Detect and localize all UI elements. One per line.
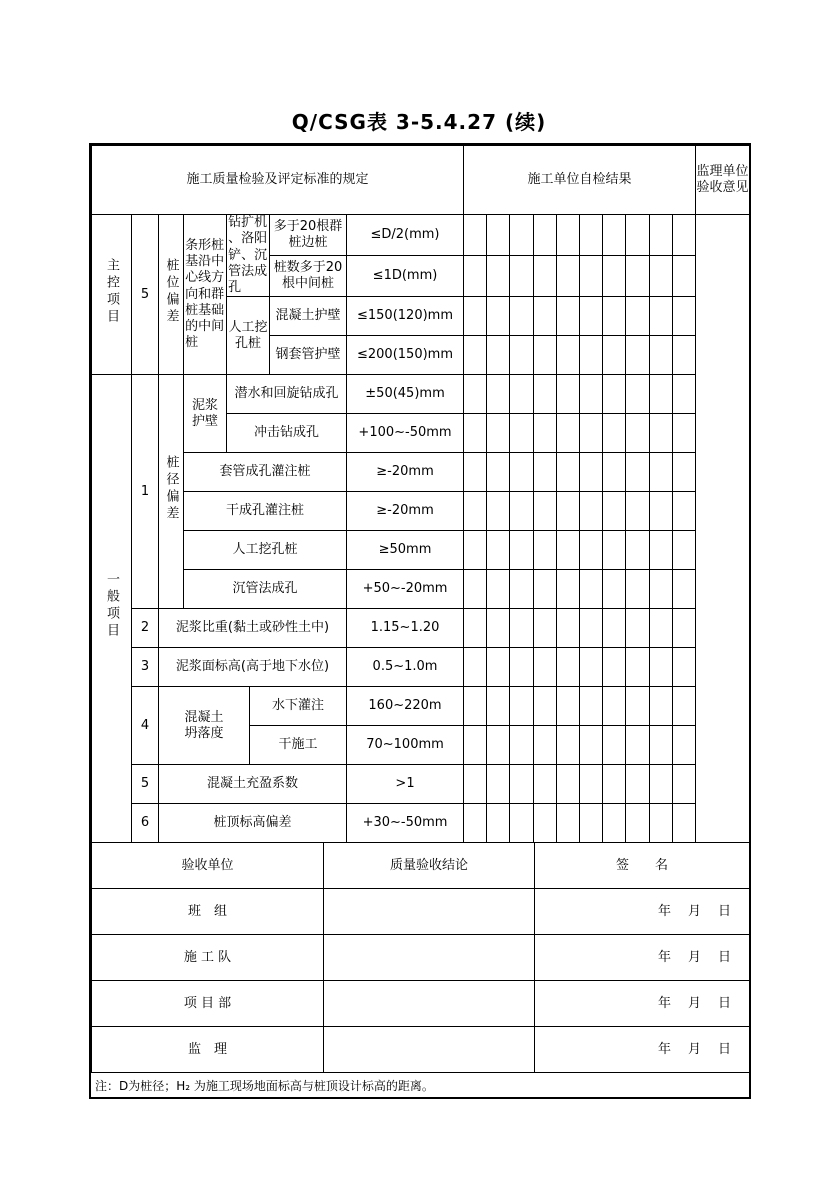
self-check-cell[interactable] <box>556 648 579 687</box>
self-check-cell[interactable] <box>487 492 510 531</box>
self-check-cell[interactable] <box>487 648 510 687</box>
self-check-cell[interactable] <box>649 531 672 570</box>
tolerance-value: ≤150(120)mm <box>347 297 464 336</box>
header-supervisor: 监理单位验收意见 <box>695 146 749 215</box>
self-check-cell[interactable] <box>556 256 579 297</box>
self-check-cell[interactable] <box>626 804 649 843</box>
method-manual-dig: 人工挖孔桩 <box>227 297 270 375</box>
criteria-table <box>91 145 750 843</box>
self-check-cell[interactable] <box>603 297 626 336</box>
item-label: 钢套管护壁 <box>270 336 347 375</box>
self-check-cell[interactable] <box>672 492 695 531</box>
tolerance-value: ≤200(150)mm <box>347 336 464 375</box>
row-number: 5 <box>132 765 159 804</box>
self-check-cell[interactable] <box>510 765 533 804</box>
self-check-cell[interactable] <box>533 726 556 765</box>
self-check-cell[interactable] <box>649 215 672 256</box>
self-check-cell[interactable] <box>533 648 556 687</box>
self-check-cell[interactable] <box>626 531 649 570</box>
self-check-cell[interactable] <box>464 531 487 570</box>
self-check-cell[interactable] <box>603 609 626 648</box>
slump-label: 混凝土坍落度 <box>159 687 250 765</box>
self-check-cell[interactable] <box>672 453 695 492</box>
self-check-cell[interactable] <box>626 648 649 687</box>
supervisor-opinion-cell[interactable] <box>695 215 749 843</box>
item-label: 冲击钻成孔 <box>227 414 347 453</box>
category-pile-position: 桩位偏差 <box>159 215 184 375</box>
self-check-cell[interactable] <box>672 804 695 843</box>
self-check-cell[interactable] <box>626 726 649 765</box>
self-check-cell[interactable] <box>672 215 695 256</box>
self-check-cell[interactable] <box>533 687 556 726</box>
self-check-cell[interactable] <box>533 375 556 414</box>
item-label: 混凝土充盈系数 <box>159 765 347 804</box>
self-check-cell[interactable] <box>603 570 626 609</box>
self-check-cell[interactable] <box>649 726 672 765</box>
self-check-cell[interactable] <box>510 804 533 843</box>
self-check-cell[interactable] <box>626 492 649 531</box>
self-check-cell[interactable] <box>556 492 579 531</box>
item-label: 混凝土护壁 <box>270 297 347 336</box>
self-check-cell[interactable] <box>533 765 556 804</box>
item-label: 沉管法成孔 <box>184 570 347 609</box>
tolerance-value: 160~220m <box>347 687 464 726</box>
self-check-cell[interactable] <box>464 414 487 453</box>
self-check-cell[interactable] <box>487 765 510 804</box>
self-check-cell[interactable] <box>579 609 602 648</box>
self-check-cell[interactable] <box>533 453 556 492</box>
self-check-cell[interactable] <box>464 687 487 726</box>
self-check-cell[interactable] <box>556 215 579 256</box>
self-check-cell[interactable] <box>464 609 487 648</box>
item-label: 潜水和回旋钻成孔 <box>227 375 347 414</box>
self-check-cell[interactable] <box>579 765 602 804</box>
self-check-cell[interactable] <box>626 375 649 414</box>
self-check-cell[interactable] <box>510 570 533 609</box>
tolerance-value: >1 <box>347 765 464 804</box>
self-check-cell[interactable] <box>533 609 556 648</box>
self-check-cell[interactable] <box>556 687 579 726</box>
self-check-cell[interactable] <box>510 297 533 336</box>
conclusion-cell[interactable] <box>324 981 535 1027</box>
self-check-cell[interactable] <box>556 609 579 648</box>
self-check-cell[interactable] <box>464 804 487 843</box>
self-check-cell[interactable] <box>672 414 695 453</box>
tolerance-value: +100~-50mm <box>347 414 464 453</box>
self-check-cell[interactable] <box>510 492 533 531</box>
self-check-cell[interactable] <box>487 215 510 256</box>
self-check-cell[interactable] <box>556 570 579 609</box>
self-check-cell[interactable] <box>672 297 695 336</box>
self-check-cell[interactable] <box>603 531 626 570</box>
self-check-cell[interactable] <box>649 375 672 414</box>
self-check-cell[interactable] <box>603 726 626 765</box>
self-check-cell[interactable] <box>672 336 695 375</box>
self-check-cell[interactable] <box>464 336 487 375</box>
self-check-cell[interactable] <box>672 687 695 726</box>
self-check-cell[interactable] <box>649 765 672 804</box>
self-check-cell[interactable] <box>533 414 556 453</box>
self-check-cell[interactable] <box>510 453 533 492</box>
row-number: 5 <box>132 215 159 375</box>
self-check-cell[interactable] <box>533 297 556 336</box>
tolerance-value: 1.15~1.20 <box>347 609 464 648</box>
self-check-cell[interactable] <box>649 256 672 297</box>
self-check-cell[interactable] <box>579 414 602 453</box>
method-drill: 钻扩机、洛阳铲、沉管法成孔 <box>227 215 270 297</box>
self-check-cell[interactable] <box>556 297 579 336</box>
category-pile-diameter: 桩径偏差 <box>159 375 184 609</box>
item-label: 人工挖孔桩 <box>184 531 347 570</box>
self-check-cell[interactable] <box>579 570 602 609</box>
self-check-cell[interactable] <box>603 215 626 256</box>
self-check-cell[interactable] <box>626 765 649 804</box>
self-check-cell[interactable] <box>556 336 579 375</box>
self-check-cell[interactable] <box>603 687 626 726</box>
self-check-cell[interactable] <box>464 256 487 297</box>
self-check-cell[interactable] <box>464 453 487 492</box>
group-main-control: 主控项目 <box>92 215 132 375</box>
self-check-cell[interactable] <box>533 570 556 609</box>
self-check-cell[interactable] <box>579 687 602 726</box>
self-check-cell[interactable] <box>487 414 510 453</box>
tolerance-value: ≥-20mm <box>347 453 464 492</box>
acceptance-table <box>91 843 750 1073</box>
item-label: 泥浆面标高(高于地下水位) <box>159 648 347 687</box>
self-check-cell[interactable] <box>579 375 602 414</box>
self-check-cell[interactable] <box>579 297 602 336</box>
tolerance-value: +30~-50mm <box>347 804 464 843</box>
self-check-cell[interactable] <box>579 453 602 492</box>
self-check-cell[interactable] <box>649 804 672 843</box>
self-check-cell[interactable] <box>464 375 487 414</box>
self-check-cell[interactable] <box>464 648 487 687</box>
self-check-cell[interactable] <box>626 256 649 297</box>
unit-project-dept: 项 目 部 <box>92 981 324 1027</box>
item-label: 泥浆比重(黏土或砂性土中) <box>159 609 347 648</box>
acceptance-conclusion-header: 质量验收结论 <box>324 843 535 889</box>
self-check-cell[interactable] <box>556 375 579 414</box>
self-check-cell[interactable] <box>649 297 672 336</box>
self-check-cell[interactable] <box>626 336 649 375</box>
self-check-cell[interactable] <box>649 492 672 531</box>
item-label: 水下灌注 <box>250 687 347 726</box>
self-check-cell[interactable] <box>603 804 626 843</box>
sign-date-cell[interactable]: 年 月 日 <box>535 889 750 935</box>
self-check-cell[interactable] <box>649 609 672 648</box>
row-number: 2 <box>132 609 159 648</box>
self-check-cell[interactable] <box>579 648 602 687</box>
self-check-cell[interactable] <box>464 215 487 256</box>
item-label: 桩顶标高偏差 <box>159 804 347 843</box>
unit-team: 班 组 <box>92 889 324 935</box>
conclusion-cell[interactable] <box>324 1027 535 1073</box>
self-check-cell[interactable] <box>487 531 510 570</box>
self-check-cell[interactable] <box>510 687 533 726</box>
self-check-cell[interactable] <box>649 648 672 687</box>
self-check-cell[interactable] <box>603 453 626 492</box>
self-check-cell[interactable] <box>626 414 649 453</box>
self-check-cell[interactable] <box>464 297 487 336</box>
self-check-cell[interactable] <box>533 804 556 843</box>
item-label: 桩数多于20根中间桩 <box>270 256 347 297</box>
page-title: Q/CSG表 3-5.4.27 (续) <box>291 110 547 134</box>
sign-date-cell[interactable]: 年 月 日 <box>535 935 750 981</box>
self-check-cell[interactable] <box>487 804 510 843</box>
item-label: 多于20根群桩边桩 <box>270 215 347 256</box>
inspection-form-table <box>89 143 751 1099</box>
self-check-cell[interactable] <box>579 215 602 256</box>
self-check-cell[interactable] <box>487 256 510 297</box>
header-spec: 施工质量检验及评定标准的规定 <box>92 146 464 215</box>
self-check-cell[interactable] <box>672 648 695 687</box>
item-label: 套管成孔灌注桩 <box>184 453 347 492</box>
self-check-cell[interactable] <box>626 570 649 609</box>
self-check-cell[interactable] <box>533 336 556 375</box>
self-check-cell[interactable] <box>579 492 602 531</box>
self-check-cell[interactable] <box>579 804 602 843</box>
acceptance-sign-header: 签 名 <box>535 843 750 889</box>
row-number: 6 <box>132 804 159 843</box>
self-check-cell[interactable] <box>579 256 602 297</box>
self-check-cell[interactable] <box>603 492 626 531</box>
scope-label: 条形桩基沿中心线方向和群桩基础的中间桩 <box>184 215 227 375</box>
self-check-cell[interactable] <box>556 531 579 570</box>
tolerance-value: ≤D/2(mm) <box>347 215 464 256</box>
self-check-cell[interactable] <box>626 609 649 648</box>
self-check-cell[interactable] <box>487 375 510 414</box>
self-check-cell[interactable] <box>464 492 487 531</box>
tolerance-value: +50~-20mm <box>347 570 464 609</box>
tolerance-value: 0.5~1.0m <box>347 648 464 687</box>
self-check-cell[interactable] <box>556 804 579 843</box>
self-check-cell[interactable] <box>464 765 487 804</box>
self-check-cell[interactable] <box>487 609 510 648</box>
unit-supervisor: 监 理 <box>92 1027 324 1073</box>
self-check-cell[interactable] <box>649 453 672 492</box>
self-check-cell[interactable] <box>603 375 626 414</box>
self-check-cell[interactable] <box>533 215 556 256</box>
tolerance-value: ≤1D(mm) <box>347 256 464 297</box>
self-check-cell[interactable] <box>672 570 695 609</box>
self-check-cell[interactable] <box>556 414 579 453</box>
self-check-cell[interactable] <box>510 215 533 256</box>
self-check-cell[interactable] <box>672 256 695 297</box>
self-check-cell[interactable] <box>672 531 695 570</box>
self-check-cell[interactable] <box>672 375 695 414</box>
self-check-cell[interactable] <box>510 531 533 570</box>
self-check-cell[interactable] <box>510 726 533 765</box>
self-check-cell[interactable] <box>603 648 626 687</box>
self-check-cell[interactable] <box>626 687 649 726</box>
tolerance-value: ±50(45)mm <box>347 375 464 414</box>
self-check-cell[interactable] <box>649 687 672 726</box>
unit-construction-crew: 施 工 队 <box>92 935 324 981</box>
self-check-cell[interactable] <box>579 336 602 375</box>
self-check-cell[interactable] <box>672 609 695 648</box>
self-check-cell[interactable] <box>487 453 510 492</box>
footnote: 注：D为桩径；H₂ 为施工现场地面标高与桩顶设计标高的距离。 <box>95 1079 434 1094</box>
tolerance-value: 70~100mm <box>347 726 464 765</box>
tolerance-value: ≥-20mm <box>347 492 464 531</box>
self-check-cell[interactable] <box>556 765 579 804</box>
self-check-cell[interactable] <box>626 297 649 336</box>
acceptance-unit-header: 验收单位 <box>92 843 324 889</box>
self-check-cell[interactable] <box>649 570 672 609</box>
item-label: 干成孔灌注桩 <box>184 492 347 531</box>
mud-wall-label: 泥浆护壁 <box>184 375 227 453</box>
self-check-cell[interactable] <box>487 336 510 375</box>
row-number: 1 <box>132 375 159 609</box>
self-check-cell[interactable] <box>533 492 556 531</box>
self-check-cell[interactable] <box>556 453 579 492</box>
self-check-cell[interactable] <box>464 570 487 609</box>
self-check-cell[interactable] <box>487 687 510 726</box>
self-check-cell[interactable] <box>603 256 626 297</box>
self-check-cell[interactable] <box>510 648 533 687</box>
self-check-cell[interactable] <box>510 256 533 297</box>
self-check-cell[interactable] <box>603 414 626 453</box>
self-check-cell[interactable] <box>649 336 672 375</box>
self-check-cell[interactable] <box>487 726 510 765</box>
self-check-cell[interactable] <box>510 414 533 453</box>
group-general: 一般项目 <box>92 375 132 843</box>
self-check-cell[interactable] <box>603 765 626 804</box>
self-check-cell[interactable] <box>556 726 579 765</box>
self-check-cell[interactable] <box>533 531 556 570</box>
item-label: 干施工 <box>250 726 347 765</box>
self-check-cell[interactable] <box>626 215 649 256</box>
self-check-cell[interactable] <box>649 414 672 453</box>
self-check-cell[interactable] <box>464 726 487 765</box>
row-number: 4 <box>132 687 159 765</box>
conclusion-cell[interactable] <box>324 935 535 981</box>
self-check-cell[interactable] <box>487 570 510 609</box>
self-check-cell[interactable] <box>579 531 602 570</box>
self-check-cell[interactable] <box>510 375 533 414</box>
self-check-cell[interactable] <box>603 336 626 375</box>
self-check-cell[interactable] <box>533 256 556 297</box>
conclusion-cell[interactable] <box>324 889 535 935</box>
self-check-cell[interactable] <box>510 336 533 375</box>
self-check-cell[interactable] <box>579 726 602 765</box>
header-self-check: 施工单位自检结果 <box>464 146 696 215</box>
self-check-cell[interactable] <box>672 765 695 804</box>
sign-date-cell[interactable]: 年 月 日 <box>535 981 750 1027</box>
self-check-cell[interactable] <box>672 726 695 765</box>
sign-date-cell[interactable]: 年 月 日 <box>535 1027 750 1073</box>
self-check-cell[interactable] <box>510 609 533 648</box>
self-check-cell[interactable] <box>626 453 649 492</box>
self-check-cell[interactable] <box>487 297 510 336</box>
row-number: 3 <box>132 648 159 687</box>
tolerance-value: ≥50mm <box>347 531 464 570</box>
